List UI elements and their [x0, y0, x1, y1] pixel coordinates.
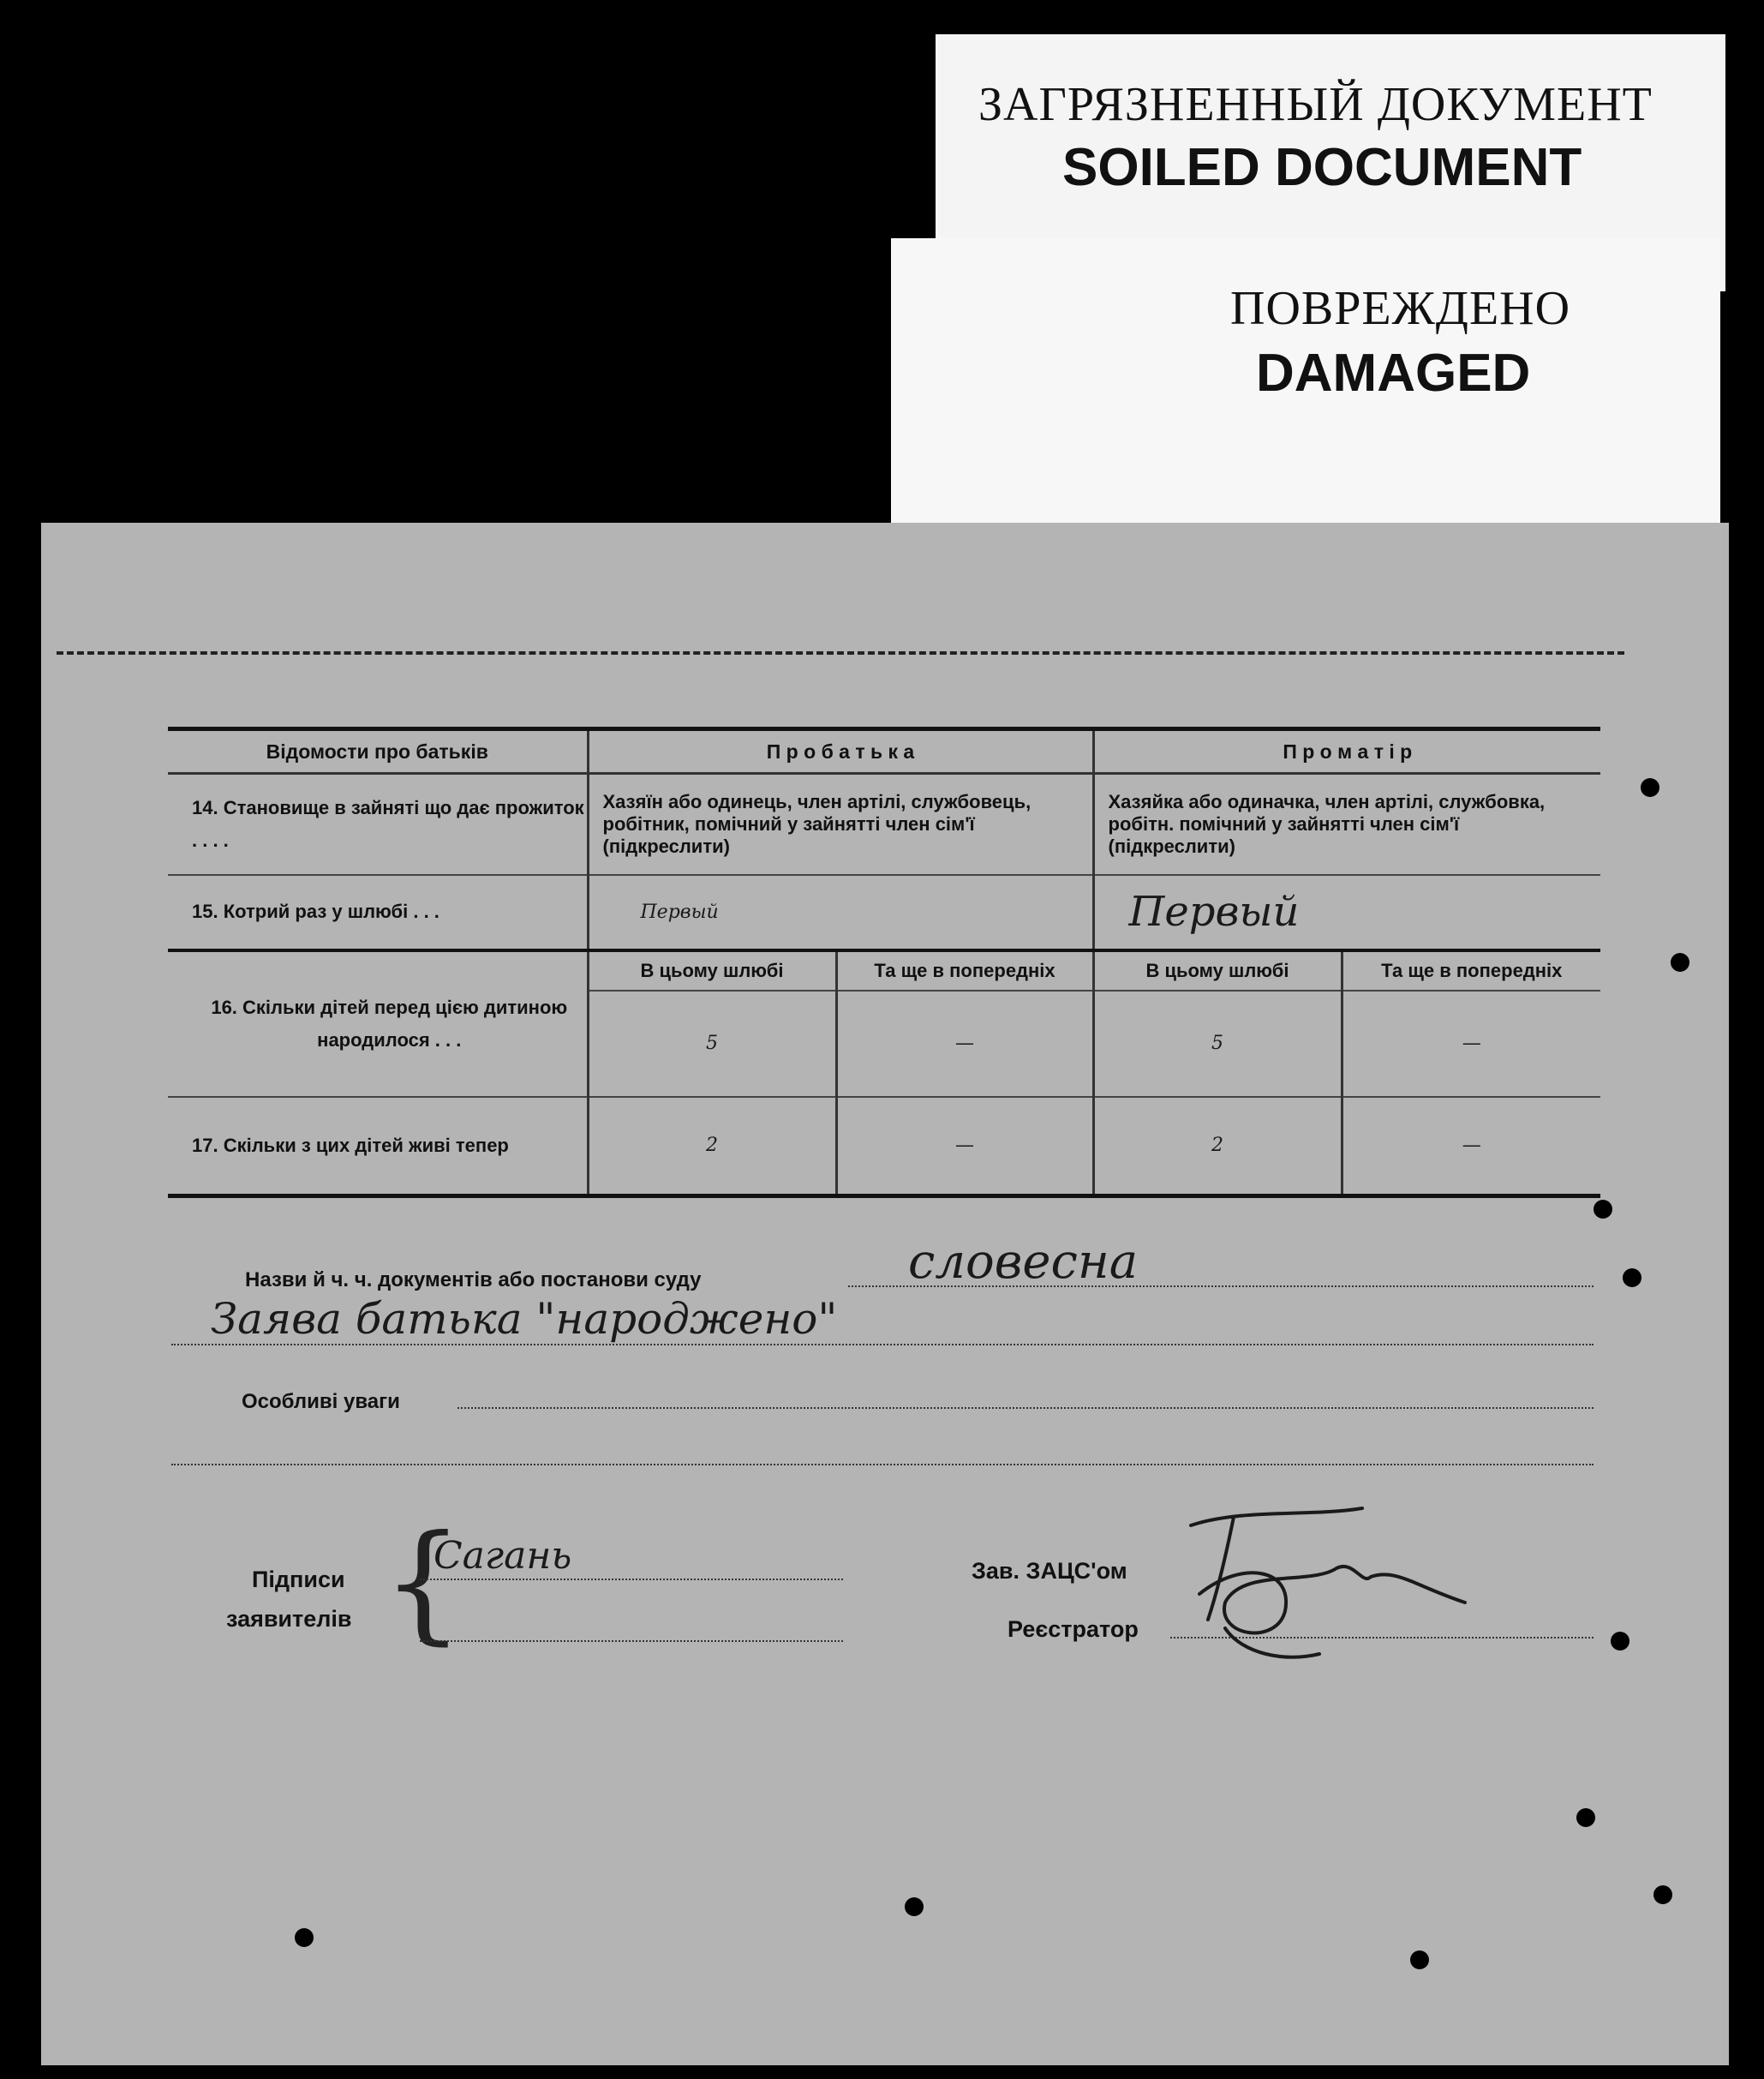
- official-signature: [1139, 1491, 1499, 1680]
- question-15: 15. Котрий раз у шлюбі . . .: [168, 875, 588, 950]
- damage-hole: [1594, 1200, 1612, 1219]
- tear-off-line: [57, 651, 1624, 655]
- row17-father-this: 2: [588, 1097, 836, 1196]
- damage-hole: [1410, 1950, 1429, 1969]
- damage-hole: [1653, 1885, 1672, 1904]
- mother-occupation-options: Хазяйка або одиначка, член артілі, службовка, робітн. помічний у зайнятті член сім'ї (підкреслити): [1093, 774, 1600, 875]
- documents-value-1: словесна: [908, 1234, 1139, 1290]
- row17-mother-this: 2: [1093, 1097, 1342, 1196]
- signatures-label-2: заявителів: [226, 1606, 352, 1632]
- applicant-signature-line-2: [420, 1640, 843, 1642]
- row16-father-prev: —: [836, 991, 1093, 1097]
- damaged-label-en: DAMAGED: [1256, 344, 1531, 403]
- documents-value-2: Заява батька "народжено": [211, 1294, 838, 1344]
- soiled-label-ru: ЗАГРЯЗНЕННЫЙ ДОКУМЕНТ: [978, 78, 1653, 131]
- question-14: 14. Становище в зайняті що дає прожиток . . . .: [168, 774, 588, 875]
- damage-hole: [1671, 953, 1689, 972]
- damage-hole: [1576, 1808, 1595, 1827]
- row17-father-prev: —: [836, 1097, 1093, 1196]
- soiled-label-en: SOILED DOCUMENT: [1062, 138, 1582, 197]
- notes-line-1: [457, 1407, 1594, 1409]
- table-row: [168, 875, 1600, 950]
- documents-label: Назви й ч. ч. документів або постанови суду: [245, 1268, 702, 1291]
- subheader-father-this-marriage: В цьому шлюбі: [588, 950, 836, 991]
- applicant-signature-line-1: [420, 1579, 843, 1580]
- damage-hole: [295, 1928, 314, 1947]
- parents-info-table: [168, 727, 1600, 1198]
- damaged-label-ru: ПОВРЕЖДЕНО: [1230, 282, 1571, 335]
- table-header-row: [168, 729, 1600, 774]
- row16-mother-prev: —: [1342, 991, 1600, 1097]
- damaged-label: [891, 238, 1720, 530]
- head-of-registry-label: Зав. ЗАЦС'ом: [972, 1558, 1127, 1584]
- damage-hole: [1611, 1632, 1629, 1651]
- damage-hole: [1623, 1268, 1641, 1287]
- header-parents-info: Відомости про батьків: [168, 729, 588, 774]
- question-16: 16. Скільки дітей перед цією дитиною народилося . . .: [168, 950, 588, 1097]
- question-17: 17. Скільки з цих дітей живі тепер: [168, 1097, 588, 1196]
- subheader-mother-this-marriage: В цьому шлюбі: [1093, 950, 1342, 991]
- damage-hole: [905, 1897, 924, 1916]
- table-row: [168, 774, 1600, 875]
- notes-line-2: [171, 1464, 1594, 1465]
- subheader-mother-previous: Та ще в попередніх: [1342, 950, 1600, 991]
- registrar-label: Реєстратор: [1008, 1616, 1139, 1642]
- row17-mother-prev: —: [1342, 1097, 1600, 1196]
- notes-label: Особливі уваги: [242, 1390, 400, 1413]
- mother-marriage-count: Первый: [1093, 875, 1600, 950]
- father-occupation-options: Хазяїн або одинець, член артілі, службовець, робітник, помічний у зайнятті член сім'ї (підкреслити): [588, 774, 1093, 875]
- applicant-signature: Сагань: [434, 1534, 572, 1578]
- father-marriage-count: Первый: [588, 875, 1093, 950]
- row16-mother-this: 5: [1093, 991, 1342, 1097]
- damage-hole: [1641, 778, 1659, 797]
- signatures-brace: {: [382, 1508, 464, 1657]
- header-father: П р о б а т ь к а: [588, 729, 1093, 774]
- header-mother: П р о м а т і р: [1093, 729, 1600, 774]
- table-row: [168, 1097, 1600, 1196]
- documents-line-2: [171, 1344, 1594, 1345]
- signatures-label-1: Підписи: [252, 1567, 345, 1592]
- row16-father-this: 5: [588, 991, 836, 1097]
- table-subheader-row: [168, 950, 1600, 991]
- subheader-father-previous: Та ще в попередніх: [836, 950, 1093, 991]
